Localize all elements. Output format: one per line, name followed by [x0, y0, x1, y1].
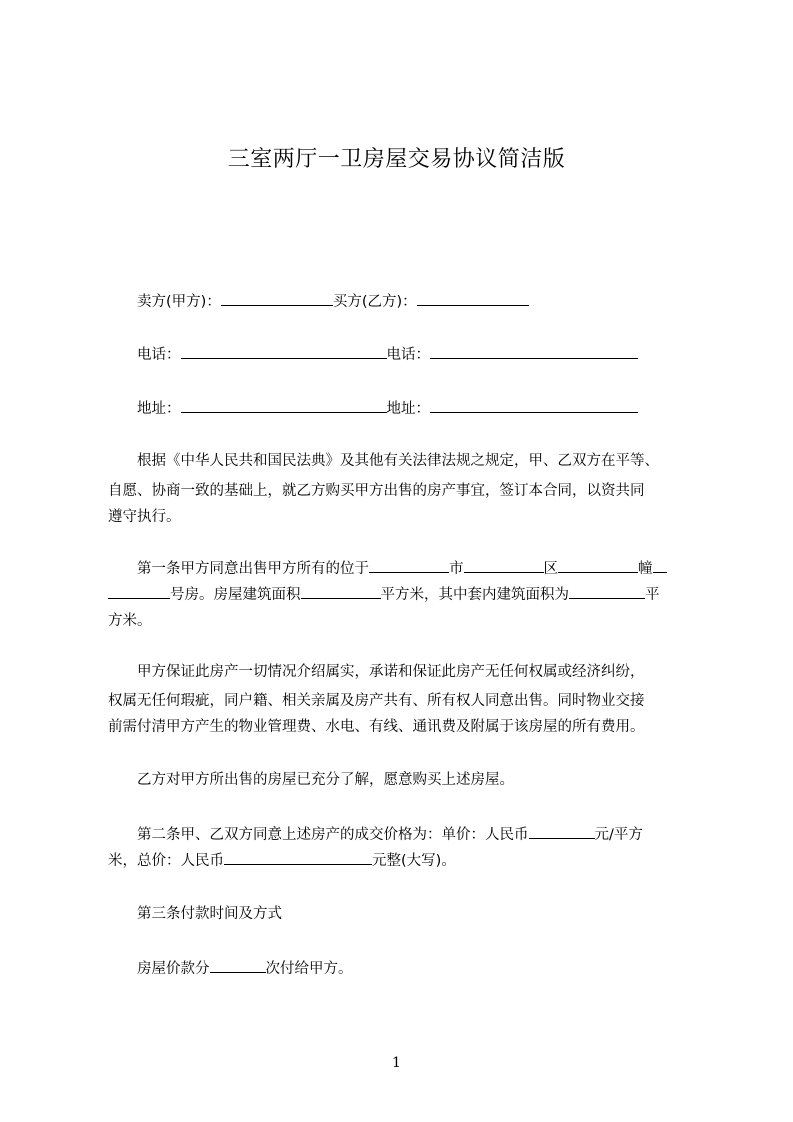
location-blank[interactable] [369, 558, 449, 573]
article2-line-1 [137, 824, 643, 845]
intro-line-3: 遵守执行。 [108, 509, 181, 525]
inner-area-blank[interactable] [569, 584, 645, 599]
buyer-address-blank[interactable] [430, 398, 638, 413]
party-names-line [137, 291, 529, 312]
article3-title: 第三条付款时间及方式 [137, 906, 282, 922]
article2-line-2 [108, 850, 456, 871]
address-line [137, 398, 638, 419]
total-suffix: 元整(大写)。 [372, 853, 456, 869]
room-blank[interactable] [108, 584, 170, 599]
article2-text: 第二条甲、乙双方同意上述房产的成交价格为：单价：人民币 [137, 827, 529, 843]
buyer-name-blank[interactable] [417, 291, 529, 306]
city-blank[interactable] [464, 558, 544, 573]
total-price-label: 米，总价：人民币 [108, 853, 224, 869]
building-label: 幢 [638, 561, 653, 577]
seller-name-blank[interactable] [221, 291, 333, 306]
seller-address-label: 地址： [137, 401, 181, 417]
installments-blank[interactable] [210, 958, 266, 973]
buyer-phone-label: 电话： [386, 347, 430, 363]
intro-line-2: 自愿、协商一致的基础上，就乙方购买甲方出售的房产事宜，签订本合同，以资共同 [108, 483, 645, 499]
area-blank[interactable] [301, 584, 381, 599]
buyer-label: 买方(乙方)： [332, 294, 417, 310]
unit-price-label: 元/平方 [594, 827, 643, 843]
seller-phone-blank[interactable] [181, 344, 387, 359]
seller-phone-label: 电话： [137, 347, 181, 363]
sqm-label: 平方米，其中套内建筑面积为 [380, 587, 569, 603]
unit-price-blank[interactable] [529, 824, 595, 839]
room-label: 号房。房屋建筑面积 [170, 587, 301, 603]
city-label: 市 [449, 561, 464, 577]
payment-text: 房屋价款分 [137, 961, 210, 977]
district-blank[interactable] [558, 558, 638, 573]
guarantee-line-3: 前需付清甲方产生的物业管理费、水电、有线、通讯费及附属于该房屋的所有费用。 [108, 719, 645, 735]
page-number: 1 [392, 1055, 401, 1071]
building-blank[interactable] [653, 558, 667, 573]
intro-line-1: 根据《中华人民共和国民法典》及其他有关法律法规之规定，甲、乙双方在平等、 [137, 453, 659, 469]
seller-label: 卖方(甲方)： [137, 294, 221, 310]
buyer-phone-blank[interactable] [430, 344, 638, 359]
article3-line-1 [137, 958, 353, 979]
buyer-address-label: 地址： [386, 401, 430, 417]
article1-line-3: 方米。 [108, 613, 152, 629]
ping-label: 平 [645, 587, 660, 603]
article1-text: 第一条甲方同意出售甲方所有的位于 [137, 561, 369, 577]
article1-line-1 [137, 558, 667, 579]
guarantee-line-1: 甲方保证此房产一切情况介绍属实，承诺和保证此房产无任何权属或经济纠纷， [137, 664, 645, 680]
document-title: 三室两厅一卫房屋交易协议简洁版 [227, 147, 566, 172]
payment-suffix: 次付给甲方。 [265, 961, 353, 977]
seller-address-blank[interactable] [181, 398, 387, 413]
guarantee-line-2: 权属无任何瑕疵，同户籍、相关亲属及房产共有、所有权人同意出售。同时物业交接 [108, 693, 645, 709]
total-price-blank[interactable] [224, 850, 372, 865]
phone-line [137, 344, 638, 365]
article1-line-2 [108, 584, 660, 605]
district-label: 区 [543, 561, 558, 577]
buyer-acknowledgment: 乙方对甲方所出售的房屋已充分了解，愿意购买上述房屋。 [137, 772, 514, 788]
